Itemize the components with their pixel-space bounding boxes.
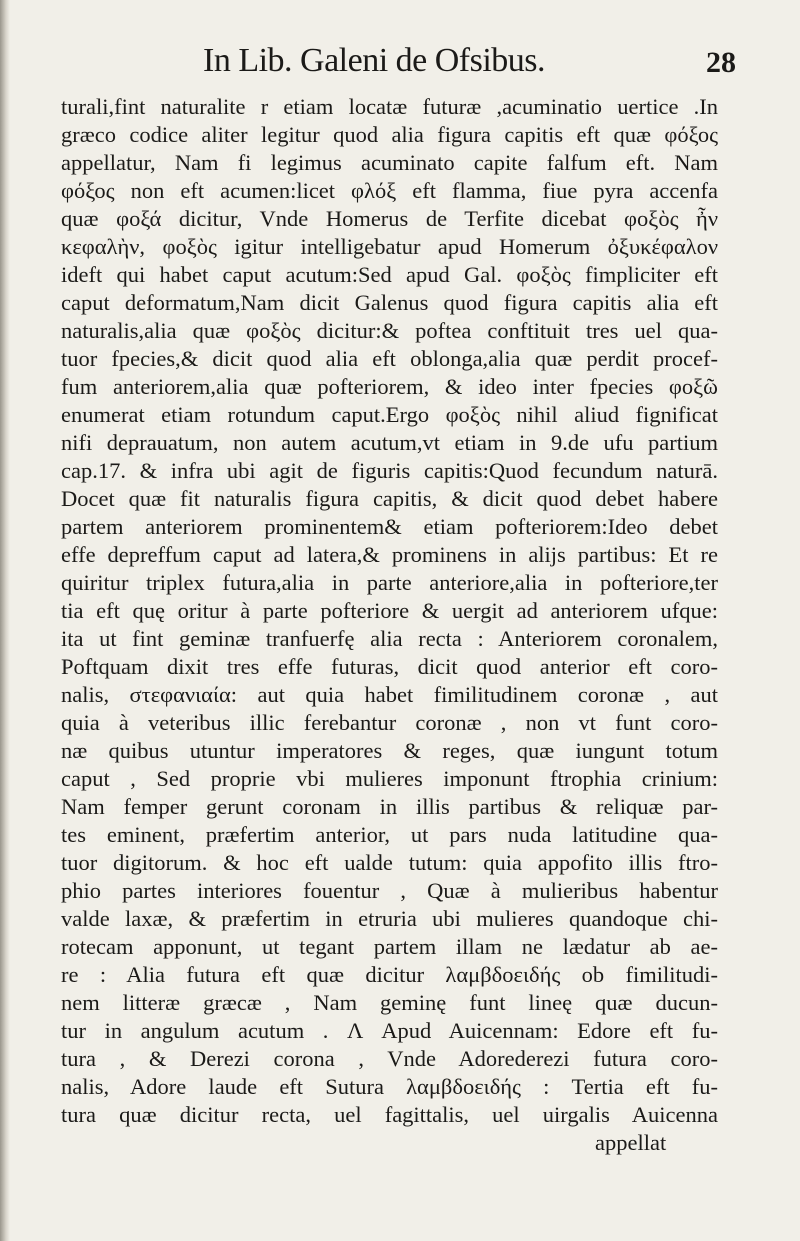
text-line: quia à veteribus illic ferebantur coronæ , non vt funt coro- bbox=[61, 710, 718, 735]
text-line: tur in angulum acutum . Λ Apud Auicennam: Edore eft fu- bbox=[61, 1018, 718, 1043]
text-line: quæ φοξά dicitur, Vnde Homerus de Terfite dicebat φοξὸς ἦν bbox=[61, 206, 718, 231]
text-line: fum anteriorem,alia quæ pofteriorem, & ideo inter fpecies φοξῶ bbox=[61, 374, 718, 399]
text-line: næ quibus utuntur imperatores & reges, quæ iungunt totum bbox=[61, 738, 718, 763]
text-line: effe depreffum caput ad latera,& prominens in alijs partibus: Et re bbox=[61, 542, 718, 567]
text-line: phio partes interiores fouentur , Quæ à mulieribus habentur bbox=[61, 878, 718, 903]
text-line: tia eft quę oritur à parte pofteriore & uergit ad anteriorem ufque: bbox=[61, 598, 718, 623]
text-line: cap.17. & infra ubi agit de figuris capitis:Quod fecundum naturā. bbox=[61, 458, 718, 483]
text-line: nalis, Adore laude eft Sutura λαμβδοειδής : Tertia eft fu- bbox=[61, 1074, 718, 1099]
text-line: valde laxæ, & præfertim in etruria ubi mulieres quandoque chi- bbox=[61, 906, 718, 931]
text-line: Docet quæ fit naturalis figura capitis, & dicit quod debet habere bbox=[61, 486, 718, 511]
text-line: nalis, στεφανιαία: aut quia habet fimilitudinem coronæ , aut bbox=[61, 682, 718, 707]
text-line: partem anteriorem prominentem& etiam pofteriorem:Ideo debet bbox=[61, 514, 718, 539]
text-line: ita ut fint geminæ tranfuerfę alia recta : Anteriorem coronalem, bbox=[61, 626, 718, 651]
text-line: caput , Sed proprie vbi mulieres imponunt ftrophia crinium: bbox=[61, 766, 718, 791]
text-line: tura quæ dicitur recta, uel fagittalis, uel uirgalis Auicenna bbox=[61, 1102, 718, 1127]
text-line: nem litteræ græcæ , Nam geminę funt lineę quæ ducun- bbox=[61, 990, 718, 1015]
text-line: ideft qui habet caput acutum:Sed apud Gal. φοξὸς fimpliciter eft bbox=[61, 262, 718, 287]
text-line: rotecam apponunt, ut tegant partem illam ne lædatur ab ae- bbox=[61, 934, 718, 959]
text-line: tuor digitorum. & hoc eft ualde tutum: quia appofito illis ftro- bbox=[61, 850, 718, 875]
text-line: κεφαλὴν, φοξὸς igitur intelligebatur apud Homerum ὀξυκέφαλον bbox=[61, 234, 718, 259]
text-line: tes eminent, præfertim anterior, ut pars nuda latitudine qua- bbox=[61, 822, 718, 847]
page-number: 28 bbox=[706, 46, 736, 79]
text-line: quiritur triplex futura,alia in parte anteriore,alia in pofteriore,ter bbox=[61, 570, 718, 595]
text-line: græco codice aliter legitur quod alia figura capitis eft quæ φόξος bbox=[61, 122, 718, 147]
text-line: φόξος non eft acumen:licet φλόξ eft flamma, fiue pyra accenfa bbox=[61, 178, 718, 203]
running-title: In Lib. Galeni de Ofsibus. bbox=[203, 42, 546, 79]
text-line: naturalis,alia quæ φοξὸς dicitur:& poftea conftituit tres uel qua- bbox=[61, 318, 718, 343]
text-line: appellatur, Nam fi legimus acuminato capite falfum eft. Nam bbox=[61, 150, 718, 175]
text-line: re : Alia futura eft quæ dicitur λαμβδοειδής ob fimilitudi- bbox=[61, 962, 718, 987]
catchword: appellat bbox=[595, 1130, 667, 1155]
text-line: nifi deprauatum, non autem acutum,vt etiam in 9.de ufu partium bbox=[61, 430, 718, 455]
text-line: turali,fint naturalite r etiam locatæ futuræ ,acuminatio uertice .In bbox=[61, 94, 718, 119]
text-line: Nam femper gerunt coronam in illis partibus & reliquæ par- bbox=[61, 794, 718, 819]
text-line: enumerat etiam rotundum caput.Ergo φοξὸς nihil aliud fignificat bbox=[61, 402, 718, 427]
text-line: tuor fpecies,& dicit quod alia eft oblonga,alia quæ perdit procef- bbox=[61, 346, 718, 371]
text-line: Poftquam dixit tres effe futuras, dicit quod anterior eft coro- bbox=[61, 654, 718, 679]
text-line: tura , & Derezi corona , Vnde Adorederezi futura coro- bbox=[61, 1046, 718, 1071]
text-line: caput deformatum,Nam dicit Galenus quod figura capitis alia eft bbox=[61, 290, 718, 315]
